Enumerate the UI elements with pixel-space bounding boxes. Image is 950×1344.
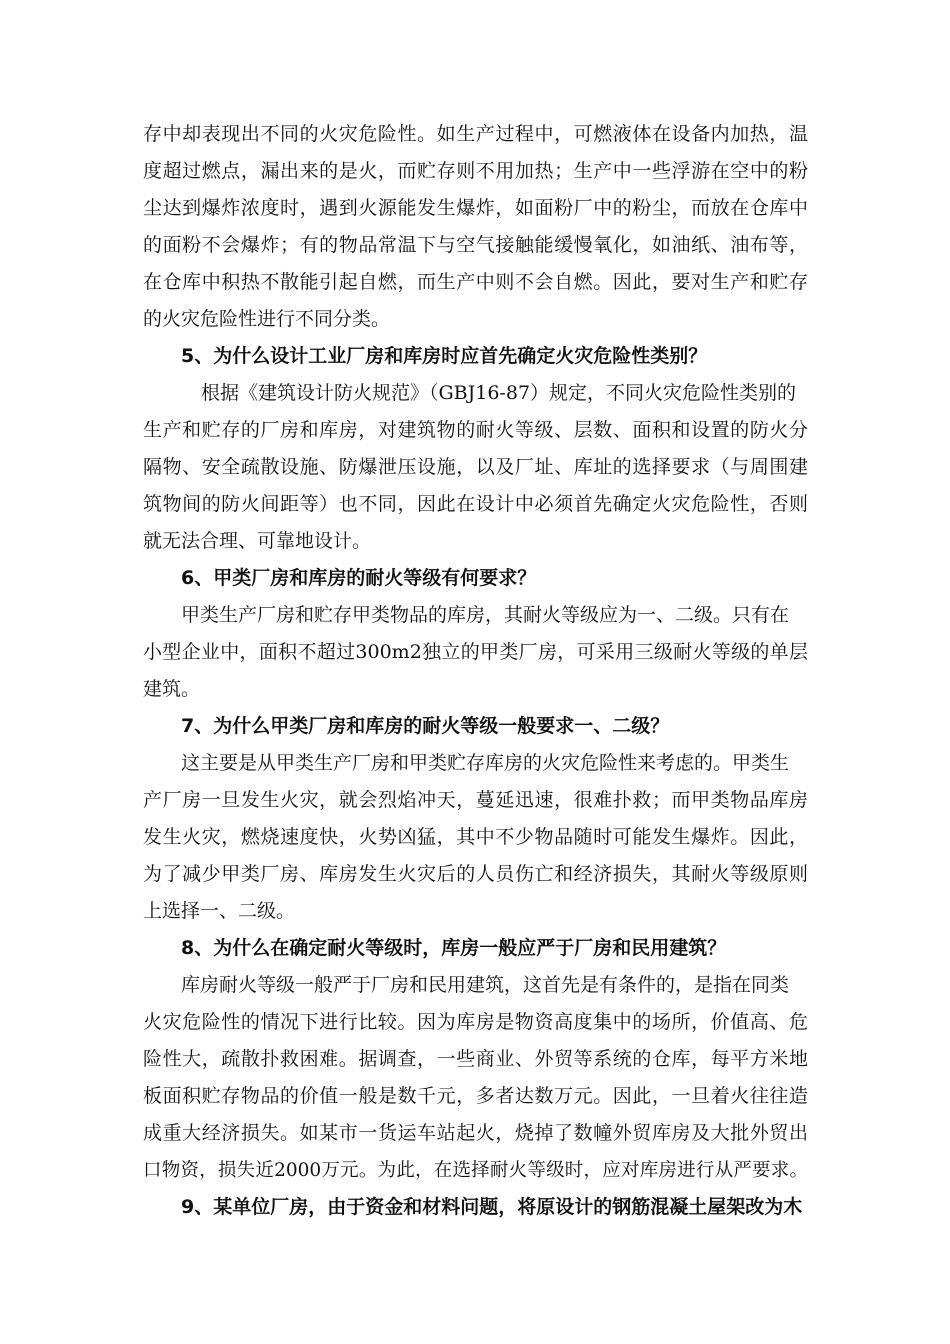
paragraph-line: 根据《建筑设计防火规范》（GBJ16-87）规定，不同火灾危险性类别的 bbox=[201, 382, 797, 404]
paragraph-line: 筑物间的防火间距等）也不同，因此在设计中必须首先确定火灾危险性，否则 bbox=[143, 493, 808, 515]
paragraph-line: 火灾危险性的情况下进行比较。因为库房是物资高度集中的场所，价值高、危 bbox=[143, 1011, 808, 1033]
paragraph-line: 就无法合理、可靠地设计。 bbox=[143, 530, 372, 552]
paragraph-line: 在仓库中积热不散能引起自燃，而生产中则不会自燃。因此，要对生产和贮存 bbox=[143, 271, 808, 293]
paragraph-line: 生产和贮存的厂房和库房，对建筑物的耐火等级、层数、面积和设置的防火分 bbox=[143, 419, 808, 441]
paragraph-line: 的面粉不会爆炸；有的物品常温下与空气接触能缓慢氧化，如油纸、油布等， bbox=[143, 234, 808, 256]
question-heading-6: 6、甲类厂房和库房的耐火等级有何要求？ bbox=[181, 567, 537, 589]
paragraph-line: 上选择一、二级。 bbox=[143, 900, 296, 922]
question-heading-7: 7、为什么甲类厂房和库房的耐火等级一般要求一、二级？ bbox=[181, 715, 670, 737]
paragraph-line: 的火灾危险性进行不同分类。 bbox=[143, 308, 391, 330]
paragraph-line: 成重大经济损失。如某市一货运车站起火，烧掉了数幢外贸库房及大批外贸出 bbox=[143, 1122, 808, 1144]
question-heading-5: 5、为什么设计工业厂房和库房时应首先确定火灾危险性类别？ bbox=[181, 345, 708, 367]
paragraph-line: 口物资，损失近2000万元。为此，在选择耐火等级时，应对库房进行从严要求。 bbox=[143, 1160, 808, 1181]
paragraph-line: 度超过燃点，漏出来的是火，而贮存则不用加热；生产中一些浮游在空中的粉 bbox=[143, 160, 808, 182]
paragraph-line: 小型企业中，面积不超过300m2独立的甲类厂房，可采用三级耐火等级的单层 bbox=[143, 641, 808, 663]
paragraph-line: 甲类生产厂房和贮存甲类物品的库房，其耐火等级应为一、二级。只有在 bbox=[181, 604, 790, 626]
paragraph-line: 库房耐火等级一般严于厂房和民用建筑，这首先是有条件的，是指在同类 bbox=[181, 974, 790, 996]
question-heading-9: 9、某单位厂房，由于资金和材料问题，将原设计的钢筋混凝土屋架改为木 bbox=[181, 1196, 803, 1218]
paragraph-line: 这主要是从甲类生产厂房和甲类贮存库房的火灾危险性来考虑的。甲类生 bbox=[181, 752, 790, 774]
document-page bbox=[143, 116, 808, 1226]
paragraph-line: 板面积贮存物品的价值一般是数千元，多者达数万元。因此，一旦着火往往造 bbox=[143, 1085, 808, 1107]
question-heading-8: 8、为什么在确定耐火等级时，库房一般应严于厂房和民用建筑？ bbox=[181, 937, 727, 959]
paragraph-line: 为了减少甲类厂房、库房发生火灾后的人员伤亡和经济损失，其耐火等级原则 bbox=[143, 863, 808, 885]
paragraph-line: 尘达到爆炸浓度时，遇到火源能发生爆炸，如面粉厂中的粉尘，而放在仓库中 bbox=[143, 197, 808, 219]
paragraph-line: 发生火灾，燃烧速度快，火势凶猛，其中不少物品随时可能发生爆炸。因此， bbox=[143, 826, 808, 848]
paragraph-line: 存中却表现出不同的火灾危险性。如生产过程中，可燃液体在设备内加热，温 bbox=[143, 123, 808, 145]
paragraph-line: 隔物、安全疏散设施、防爆泄压设施，以及厂址、库址的选择要求（与周围建 bbox=[143, 456, 808, 478]
paragraph-line: 险性大，疏散扑救困难。据调查，一些商业、外贸等系统的仓库，每平方米地 bbox=[143, 1048, 808, 1070]
paragraph-line: 产厂房一旦发生火灾，就会烈焰冲天，蔓延迅速，很难扑救；而甲类物品库房 bbox=[143, 789, 808, 811]
paragraph-line: 建筑。 bbox=[143, 678, 201, 700]
